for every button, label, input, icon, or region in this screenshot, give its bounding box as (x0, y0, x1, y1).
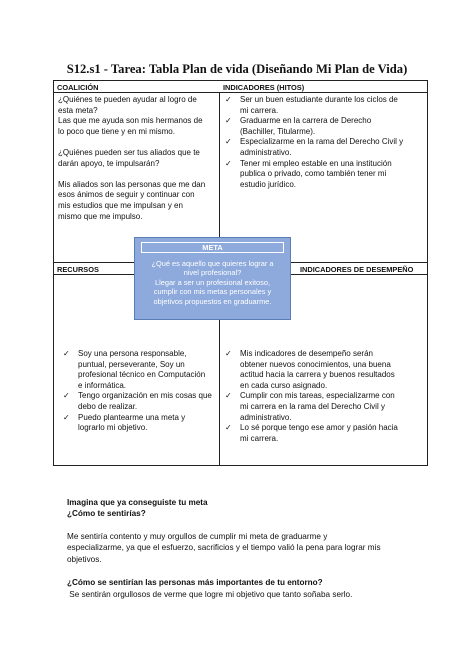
coalicion-line: Mis aliados son las personas que me dan (58, 179, 206, 189)
coalicion-line: esos ánimos de seguir y continuar con (58, 190, 195, 200)
recursos-cell (60, 349, 218, 434)
coalicion-line: mismo que me impulso. (58, 211, 143, 221)
coalicion-line: darán apoyo, te impulsarán? (58, 158, 160, 168)
check-mark-icon: ✓ (225, 116, 232, 126)
check-mark-icon: ✓ (63, 412, 70, 422)
coalicion-header: COALICIÓN (57, 83, 99, 92)
check-mark-icon: ✓ (63, 391, 70, 401)
coalicion-line: ¿Quiénes te pueden ayudar al logro de (58, 95, 197, 104)
answer-1: Me sentiría contento y muy orgullos de cumplir mi meta de graduarme y especializarme, ya que el esfuerzo, sacrificios y el tiempo valió la pena para lograr mis objetivos. (67, 532, 381, 564)
question-2: ¿Cómo se sentirían las personas más importantes de tu entorno? (67, 578, 323, 587)
hitos-cell (222, 95, 427, 190)
question-1 (67, 497, 427, 520)
hitos-header: INDICADORES (HITOS) (223, 83, 305, 92)
check-mark-icon: ✓ (225, 391, 232, 401)
meta-box (134, 237, 291, 320)
list-item: ✓ Soy una persona responsable, puntual, perseverante, Soy un profesional técnico en Computación e informática. (63, 349, 206, 390)
list-item: ✓ Tener mi empleo estable en una institución publica o privado, como también tener mi estudio jurídico. (225, 158, 392, 189)
desempeno-cell (222, 349, 427, 444)
coalicion-line: lo poco que tiene y en mi mismo. (58, 126, 175, 136)
coalicion-line: esta meta? (58, 105, 98, 115)
check-mark-icon: ✓ (225, 423, 232, 433)
question-1-line-2: ¿Cómo te sentirías? (67, 509, 146, 519)
check-mark-icon: ✓ (225, 158, 232, 168)
coalicion-line: mis estudios que me impulsan y en (58, 200, 183, 210)
list-item: ✓ Puedo plantearme una meta y lograrlo mi objetivo. (63, 412, 186, 433)
list-item: ✓ Ser un buen estudiante durante los ciclos de mi carrera. (225, 95, 398, 115)
table-header-rule-top (53, 92, 428, 93)
question-1-line-1: Imagina que ya conseguiste tu meta (67, 498, 208, 507)
recursos-header: RECURSOS (57, 265, 99, 274)
meta-header: META (141, 242, 284, 253)
check-mark-icon: ✓ (225, 137, 232, 147)
list-item: ✓ Cumplir con mis tareas, especializarme con mi carrera en la rama del Derecho Civil y administrativo. (225, 391, 395, 422)
list-item: ✓ Tengo organización en mis cosas que debo de realizar. (63, 391, 212, 411)
list-item: ✓ Lo sé porque tengo ese amor y pasión hacia mi carrera. (225, 423, 398, 443)
coalicion-spacer (58, 137, 218, 148)
check-mark-icon: ✓ (225, 95, 232, 104)
desempeno-header: INDICADORES DE DESEMPEÑO (300, 265, 414, 274)
meta-text: ¿Qué es aquello que quieres lograr a nivel profesional? Llegar a ser un profesional exitoso, cumplir con mis metas personales y objetivos propuestos en graduarme. (151, 259, 274, 306)
coalicion-cell (58, 95, 218, 222)
coalicion-line: Las que me ayuda son mis hermanos de (58, 116, 203, 126)
check-mark-icon: ✓ (225, 349, 232, 358)
answer-2: Se sentirán orgullosos de verme que logre mi objetivo que tanto soñaba serlo. (67, 590, 353, 599)
coalicion-spacer (58, 169, 218, 180)
list-item: ✓ Graduarme en la carrera de Derecho (Bachiller, Titularme). (225, 116, 372, 136)
list-item: ✓ Mis indicadores de desempeño serán obtener nuevos conocimientos, una buena actitud hacia la carrera y buenos resultados en cada curso asignado. (225, 349, 395, 390)
document-title: S12.s1 - Tarea: Tabla Plan de vida (Diseñando Mi Plan de Vida) (66, 62, 408, 76)
list-item: ✓ Especializarme en la rama del Derecho Civil y administrativo. (225, 137, 404, 157)
check-mark-icon: ✓ (63, 349, 70, 358)
coalicion-line: ¿Quiénes pueden ser tus aliados que te (58, 147, 200, 157)
